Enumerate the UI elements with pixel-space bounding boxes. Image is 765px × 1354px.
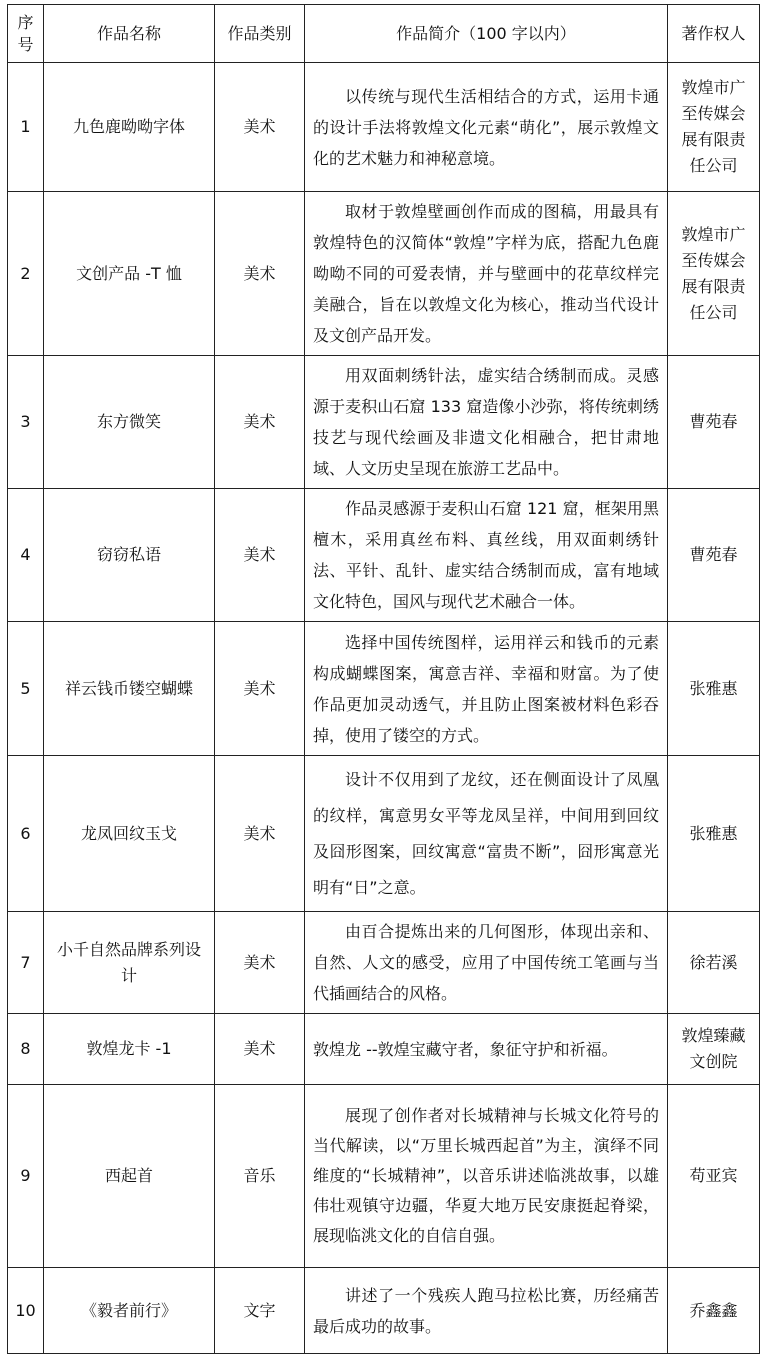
row-no: 6 — [8, 756, 44, 912]
row-name: 《毅者前行》 — [44, 1268, 215, 1354]
header-name: 作品名称 — [44, 5, 215, 63]
row-intro-text: 敦煌龙 --敦煌宝藏守者，象征守护和祈福。 — [313, 1039, 618, 1059]
row-intro — [305, 1085, 668, 1268]
row-name: 小千自然品牌系列设计 — [44, 912, 215, 1014]
row-owner: 乔鑫鑫 — [668, 1268, 760, 1354]
row-category: 美术 — [215, 756, 305, 912]
row-name: 窃窃私语 — [44, 489, 215, 622]
table-row — [8, 622, 760, 756]
row-no: 10 — [8, 1268, 44, 1354]
header-category: 作品类别 — [215, 5, 305, 63]
row-intro-text: 展现了创作者对长城精神与长城文化符号的当代解读，以“万里长城西起首”为主，演绎不同维度的“长城精神”，以音乐讲述临洮故事，以雄伟壮观镇守边疆，华夏大地万民安康挺起脊梁，展现临洮文化的自信自强。 — [313, 1106, 659, 1245]
row-intro-text: 选择中国传统图样，运用祥云和钱币的元素构成蝴蝶图案，寓意吉祥、幸福和财富。为了使作品更加灵动透气，并且防止图案被材料色彩吞掉，使用了镂空的方式。 — [313, 632, 659, 745]
table-row — [8, 63, 760, 192]
row-category: 文字 — [215, 1268, 305, 1354]
table-row — [8, 356, 760, 489]
row-owner: 张雅惠 — [668, 756, 760, 912]
row-owner: 敦煌臻藏文创院 — [668, 1014, 760, 1085]
row-intro-text: 讲述了一个残疾人跑马拉松比赛，历经痛苦最后成功的故事。 — [313, 1285, 659, 1336]
row-name: 龙凤回纹玉戈 — [44, 756, 215, 912]
row-owner: 曹苑春 — [668, 356, 760, 489]
row-no: 7 — [8, 912, 44, 1014]
table-row — [8, 1085, 760, 1268]
row-intro — [305, 356, 668, 489]
row-category: 美术 — [215, 63, 305, 192]
works-table — [7, 4, 760, 1354]
row-intro — [305, 63, 668, 192]
row-name: 文创产品 -T 恤 — [44, 192, 215, 356]
row-owner: 曹苑春 — [668, 489, 760, 622]
row-no: 1 — [8, 63, 44, 192]
row-name: 敦煌龙卡 -1 — [44, 1014, 215, 1085]
header-row — [8, 5, 760, 63]
row-category: 美术 — [215, 622, 305, 756]
table-row — [8, 756, 760, 912]
row-category: 美术 — [215, 1014, 305, 1085]
row-intro — [305, 192, 668, 356]
row-no: 9 — [8, 1085, 44, 1268]
row-intro — [305, 1268, 668, 1354]
row-no: 3 — [8, 356, 44, 489]
row-no: 4 — [8, 489, 44, 622]
row-owner: 敦煌市广至传媒会展有限责任公司 — [668, 192, 760, 356]
row-category: 美术 — [215, 912, 305, 1014]
header-no: 序号 — [8, 5, 44, 63]
row-intro-text: 用双面刺绣针法，虚实结合绣制而成。灵感源于麦积山石窟 133 窟造像小沙弥，将传统刺绣技艺与现代绘画及非遗文化相融合，把甘肃地域、人文历史呈现在旅游工艺品中。 — [313, 366, 659, 478]
row-intro-text: 以传统与现代生活相结合的方式，运用卡通的设计手法将敦煌文化元素“萌化”，展示敦煌文化的艺术魅力和神秘意境。 — [313, 86, 659, 168]
row-name: 东方微笑 — [44, 356, 215, 489]
table-row — [8, 1268, 760, 1354]
header-intro: 作品简介（100 字以内） — [305, 5, 668, 63]
row-intro — [305, 489, 668, 622]
row-category: 美术 — [215, 489, 305, 622]
row-no: 8 — [8, 1014, 44, 1085]
table-row — [8, 192, 760, 356]
row-name: 九色鹿呦呦字体 — [44, 63, 215, 192]
row-intro — [305, 756, 668, 912]
row-no: 2 — [8, 192, 44, 356]
table-row — [8, 912, 760, 1014]
row-intro-text: 由百合提炼出来的几何图形，体现出亲和、自然、人文的感受，应用了中国传统工笔画与当代插画结合的风格。 — [313, 922, 659, 1003]
row-name: 西起首 — [44, 1085, 215, 1268]
header-owner: 著作权人 — [668, 5, 760, 63]
row-owner: 敦煌市广至传媒会展有限责任公司 — [668, 63, 760, 192]
row-category: 音乐 — [215, 1085, 305, 1268]
row-intro-text: 取材于敦煌壁画创作而成的图稿，用最具有敦煌特色的汉简体“敦煌”字样为底，搭配九色鹿呦呦不同的可爱表情，并与壁画中的花草纹样完美融合，旨在以敦煌文化为核心，推动当代设计及文创产品开发。 — [313, 202, 659, 345]
row-intro — [305, 1014, 668, 1085]
row-owner: 徐若溪 — [668, 912, 760, 1014]
row-intro-text: 设计不仅用到了龙纹，还在侧面设计了凤凰的纹样，寓意男女平等龙凤呈祥，中间用到回纹及囧形图案，回纹寓意“富贵不断”，囧形寓意光明有“日”之意。 — [313, 769, 659, 897]
row-owner: 苟亚宾 — [668, 1085, 760, 1268]
row-no: 5 — [8, 622, 44, 756]
row-intro-text: 作品灵感源于麦积山石窟 121 窟，框架用黑檀木，采用真丝布料、真丝线，用双面刺绣针法、平针、乱针、虚实结合绣制而成，富有地域文化特色，国风与现代艺术融合一体。 — [313, 499, 659, 611]
row-name: 祥云钱币镂空蝴蝶 — [44, 622, 215, 756]
row-category: 美术 — [215, 356, 305, 489]
row-owner: 张雅惠 — [668, 622, 760, 756]
row-category: 美术 — [215, 192, 305, 356]
row-intro — [305, 622, 668, 756]
table-row — [8, 489, 760, 622]
table-row — [8, 1014, 760, 1085]
row-intro — [305, 912, 668, 1014]
